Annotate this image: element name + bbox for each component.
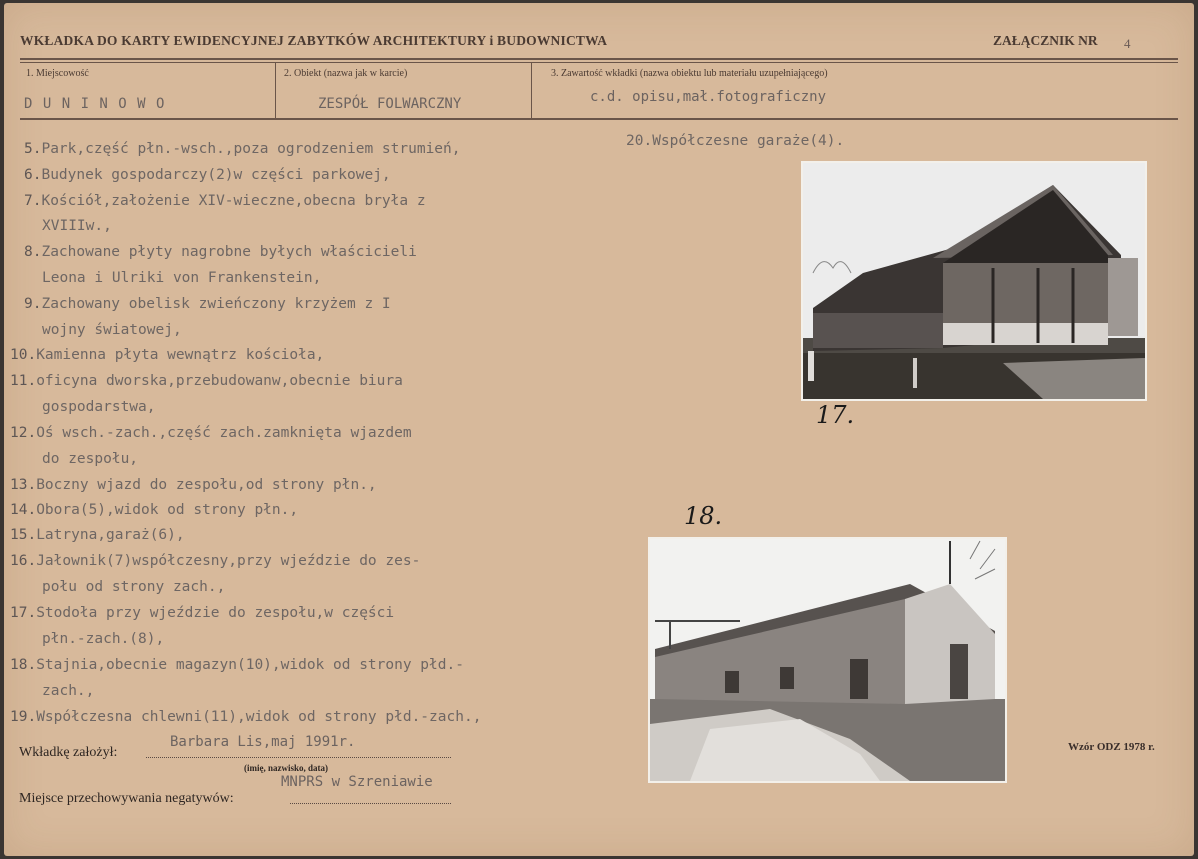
list-item: 10.Kamienna płyta wewnątrz kościoła, <box>10 347 325 363</box>
list-item: 16.Jałownik(7)współczesny,przy wjeździe do zes- <box>10 553 421 569</box>
list-item: 7.Kościół,założenie XIV-wieczne,obecna bryła z <box>24 193 426 209</box>
storage-label: Miejsce przechowywania negatywów: <box>19 791 234 806</box>
list-item: 9.Zachowany obelisk zwieńczony krzyżem z I <box>24 296 391 312</box>
list-item: 12.Oś wsch.-zach.,część zach.zamknięta wjazdem <box>10 425 412 441</box>
list-item: XVIIIw., <box>42 218 112 234</box>
form-code: Wzór ODZ 1978 r. <box>1068 741 1155 753</box>
storage-value: MNPRS w Szreniawie <box>281 774 433 790</box>
photo-18-stable <box>648 537 1007 783</box>
author-value: Barbara Lis,maj 1991r. <box>170 734 356 750</box>
list-item-20: 20.Współczesne garaże(4). <box>626 133 845 149</box>
header-rule-top <box>20 58 1178 60</box>
list-item: zach., <box>42 683 95 699</box>
list-item: 6.Budynek gospodarczy(2)w części parkowej, <box>24 167 391 183</box>
list-item: połu od strony zach., <box>42 579 226 595</box>
field-divider-1 <box>275 63 276 119</box>
list-item: 17.Stodoła przy wjeździe do zespołu,w części <box>10 605 395 621</box>
author-label: Wkładkę założył: <box>19 745 118 760</box>
author-line <box>146 757 451 758</box>
storage-line <box>290 803 451 804</box>
content-value: c.d. opisu,mał.fotograficzny <box>590 89 827 105</box>
list-item: 13.Boczny wjazd do zespołu,od strony płn., <box>10 477 377 493</box>
photo-17-barn <box>801 161 1147 401</box>
fields-rule-bottom <box>20 118 1178 120</box>
attachment-number: 4 <box>1124 36 1131 51</box>
list-item: 14.Obora(5),widok od strony płn., <box>10 502 299 518</box>
attachment-label: ZAŁĄCZNIK NR <box>993 33 1098 48</box>
header-rule-top-2 <box>20 62 1178 63</box>
card-title: WKŁADKA DO KARTY EWIDENCYJNEJ ZABYTKÓW ARCHITEKTURY i BUDOWNICTWA <box>20 33 608 48</box>
list-item: płn.-zach.(8), <box>42 631 165 647</box>
list-item: 15.Latryna,garaż(6), <box>10 527 185 543</box>
photo-17-label: 17. <box>816 401 855 429</box>
photo-18-label: 18. <box>684 502 723 530</box>
object-label: 2. Obiekt (nazwa jak w karcie) <box>284 68 408 79</box>
list-item: Leona i Ulriki von Frankenstein, <box>42 270 322 286</box>
stable-photo-graphic <box>650 539 1005 781</box>
locality-label: 1. Miejscowość <box>26 68 89 79</box>
list-item: gospodarstwa, <box>42 399 156 415</box>
list-item: 19.Współczesna chlewni(11),widok od strony płd.-zach., <box>10 709 482 725</box>
field-divider-2 <box>531 63 532 119</box>
locality-value: D U N I N O W O <box>24 96 166 112</box>
list-item: 8.Zachowane płyty nagrobne byłych właścicieli <box>24 244 417 260</box>
content-label: 3. Zawartość wkładki (nazwa obiektu lub materiału uzupełniającego) <box>551 68 828 79</box>
author-caption: (imię, nazwisko, data) <box>244 763 328 773</box>
list-item: wojny światowej, <box>42 322 182 338</box>
list-item: 11.oficyna dworska,przebudowanw,obecnie biura <box>10 373 403 389</box>
object-value: ZESPÓŁ FOLWARCZNY <box>318 96 462 112</box>
list-item: 5.Park,część płn.-wsch.,poza ogrodzeniem strumień, <box>24 141 461 157</box>
barn-photo-graphic <box>803 163 1145 399</box>
list-item: do zespołu, <box>42 451 139 467</box>
list-item: 18.Stajnia,obecnie magazyn(10),widok od strony płd.- <box>10 657 464 673</box>
